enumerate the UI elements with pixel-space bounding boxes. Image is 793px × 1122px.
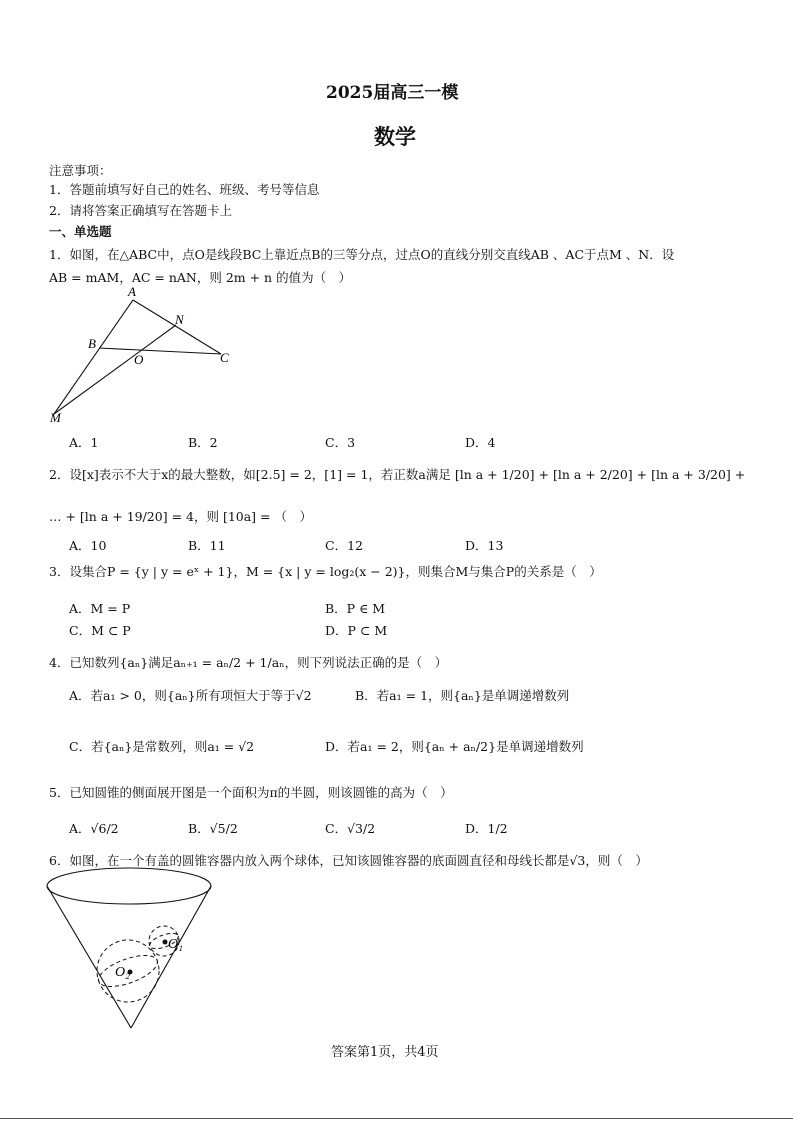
- q4-option-a: A．若a₁ > 0，则{aₙ}所有项恒大于等于√2: [69, 688, 312, 703]
- q3-option-a: A．M = P: [69, 601, 131, 616]
- q1-option-c: C．3: [325, 435, 356, 450]
- q5-option-d: D．1/2: [465, 821, 508, 836]
- q6-stem: 6．如图，在一个有盖的圆锥容器内放入两个球体，已知该圆锥容器的底面圆直径和母线长都是√3，则（ ）: [49, 853, 648, 868]
- q5-option-b: B．√5/2: [188, 821, 238, 836]
- notice-item-1: 1．答题前填写好自己的姓名、班级、考号等信息: [49, 182, 320, 197]
- q2-option-d: D．13: [465, 538, 504, 553]
- q1-option-d: D．4: [465, 435, 496, 450]
- fig-label-O: O: [134, 352, 144, 367]
- q3-stem: 3．设集合P = {y | y = eˣ + 1}，M = {x | y = log₂(x − 2)}，则集合M与集合P的关系是（ ）: [49, 564, 602, 579]
- q4-option-d: D．若a₁ = 2，则{aₙ + aₙ/2}是单调递增数列: [325, 739, 584, 754]
- q1-stem-line2: AB = mAM，AC = nAN，则 2m + n 的值为（ ）: [49, 270, 352, 285]
- q2-stem-line1: 2．设[x]表示不大于x的最大整数，如[2.5] = 2，[1] = 1，若正数a满足 [ln a + 1/20] + [ln a + 2/20] + [ln a + 3/20] +: [49, 467, 746, 482]
- notice-heading: 注意事项：: [49, 163, 112, 178]
- q6-cone-figure: [44, 866, 224, 1032]
- q3-option-c: C．M ⊂ P: [69, 623, 131, 638]
- q4-stem: 4．已知数列{aₙ}满足aₙ₊₁ = aₙ/2 + 1/aₙ，则下列说法正确的是（ ）: [49, 655, 448, 670]
- q1-triangle-figure: [44, 284, 244, 426]
- page-footer: 答案第1页，共4页: [331, 1045, 439, 1060]
- fig-label-O1: O₁: [168, 937, 183, 952]
- notice-item-2: 2．请将答案正确填写在答题卡上: [49, 203, 232, 218]
- q3-option-d: D．P ⊂ M: [325, 623, 388, 638]
- subject-title: 数学: [374, 124, 416, 149]
- q5-stem: 5．已知圆锥的侧面展开图是一个面积为π的半圆，则该圆锥的高为（ ）: [49, 785, 453, 800]
- exam-title: 2025届高三一模: [326, 83, 459, 103]
- fig-label-M: M: [50, 410, 61, 425]
- q3-option-b: B．P ∈ M: [325, 601, 386, 616]
- fig-label-B: B: [88, 336, 96, 351]
- q1-option-a: A．1: [69, 435, 99, 450]
- q1-stem-line1: 1．如图，在△ABC中，点O是线段BC上靠近点B的三等分点，过点O的直线分别交直线AB 、AC于点M 、N．设: [49, 247, 675, 262]
- q5-option-a: A．√6/2: [69, 821, 119, 836]
- q2-stem-line2: … + [ln a + 19/20] = 4，则 [10a] = （ ）: [49, 509, 312, 524]
- fig-label-O2: O₂: [115, 965, 130, 980]
- q2-option-c: C．12: [325, 538, 363, 553]
- q5-option-c: C．√3/2: [325, 821, 376, 836]
- q2-option-b: B．11: [188, 538, 226, 553]
- section-heading: 一、单选题: [49, 224, 112, 239]
- q4-option-c: C．若{aₙ}是常数列，则a₁ = √2: [69, 739, 255, 754]
- q1-option-b: B．2: [188, 435, 218, 450]
- fig-label-N: N: [175, 312, 184, 327]
- q2-option-a: A．10: [69, 538, 107, 553]
- q4-option-b: B．若a₁ = 1，则{aₙ}是单调递增数列: [355, 688, 570, 703]
- fig-label-A: A: [128, 284, 136, 299]
- fig-label-C: C: [220, 350, 229, 365]
- bottom-divider: [0, 1118, 793, 1119]
